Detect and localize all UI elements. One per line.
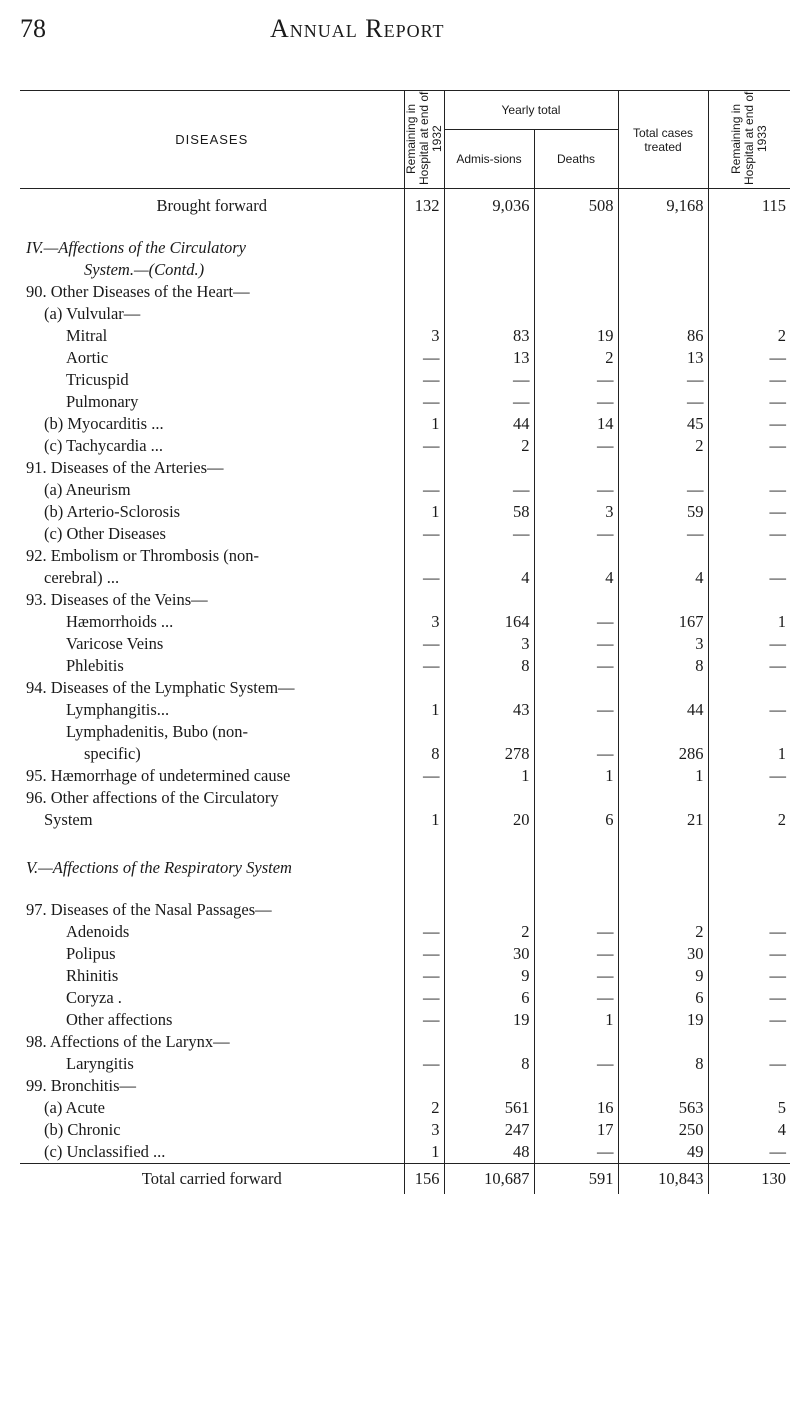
total-treated-cell: 167 (618, 611, 708, 633)
section-heading: System.—(Contd.) (84, 260, 205, 279)
section-heading-row (20, 237, 790, 259)
deaths-header: Deaths (534, 130, 618, 189)
remaining-end-cell: 2 (708, 809, 790, 831)
group-heading: 90. Other Diseases of the Heart— (26, 282, 250, 301)
admissions-cell: 58 (444, 501, 534, 523)
group-heading: 99. Bronchitis— (26, 1076, 136, 1095)
table-row (20, 1141, 790, 1164)
remaining-start-label: Remaining in Hospital at end of 1932 (403, 91, 444, 185)
admissions-cell: 8 (444, 655, 534, 677)
deaths-cell: — (534, 743, 618, 765)
table-row (20, 921, 790, 943)
remaining-start-cell: — (404, 1053, 444, 1075)
remaining-end-cell: 1 (708, 743, 790, 765)
total-treated-cell: 563 (618, 1097, 708, 1119)
row-label: cerebral) ... (44, 568, 120, 587)
remaining-end-cell: — (708, 501, 790, 523)
table-row (20, 435, 790, 457)
page-header (20, 14, 780, 44)
admissions-cell: 164 (444, 611, 534, 633)
total-treated-cell: 8 (618, 655, 708, 677)
admissions-cell: 30 (444, 943, 534, 965)
remaining-end-label: Remaining in Hospital at end of 1933 (728, 91, 769, 185)
total-treated-cell: 30 (618, 943, 708, 965)
remaining-end-cell: — (708, 1009, 790, 1031)
admissions-header: Admis-sions (444, 130, 534, 189)
total-treated-cell: 86 (618, 325, 708, 347)
deaths-cell: 16 (534, 1097, 618, 1119)
table-row (20, 391, 790, 413)
row-label: Coryza . (66, 988, 122, 1007)
table-body (20, 189, 790, 1195)
section-heading-row (20, 259, 790, 281)
remaining-start-cell: 2 (404, 1097, 444, 1119)
admissions-cell: 20 (444, 809, 534, 831)
remaining-end-cell: 130 (708, 1164, 790, 1195)
admissions-cell: — (444, 479, 534, 501)
total-treated-cell: 286 (618, 743, 708, 765)
remaining-end-cell: — (708, 1053, 790, 1075)
remaining-end-cell: — (708, 987, 790, 1009)
admissions-cell: 2 (444, 435, 534, 457)
group-heading-row (20, 677, 790, 699)
total-treated-cell: 9 (618, 965, 708, 987)
remaining-start-header (404, 91, 444, 189)
deaths-cell: 591 (534, 1164, 618, 1195)
table-row (20, 965, 790, 987)
remaining-start-cell: 1 (404, 809, 444, 831)
table-row (20, 567, 790, 589)
row-label: Pulmonary (66, 392, 139, 411)
admissions-cell: 13 (444, 347, 534, 369)
remaining-end-cell: — (708, 413, 790, 435)
total-treated-cell: 3 (618, 633, 708, 655)
remaining-end-cell: — (708, 369, 790, 391)
row-label: Polipus (66, 944, 116, 963)
table-row (20, 699, 790, 721)
deaths-cell: — (534, 435, 618, 457)
deaths-cell: — (534, 611, 618, 633)
total-treated-cell: 19 (618, 1009, 708, 1031)
group-heading-row (20, 589, 790, 611)
total-treated-cell: 13 (618, 347, 708, 369)
table-row (20, 943, 790, 965)
deaths-cell: 1 (534, 765, 618, 787)
table-row (20, 743, 790, 765)
total-treated-cell: 4 (618, 567, 708, 589)
subgroup-heading: (a) Vulvular— (44, 304, 141, 323)
remaining-start-cell: — (404, 347, 444, 369)
row-label: Brought forward (156, 196, 267, 215)
total-treated-header: Total cases treated (618, 91, 708, 189)
row-label: Mitral (66, 326, 108, 345)
group-heading: 92. Embolism or Thrombosis (non- (26, 546, 259, 565)
deaths-cell: — (534, 479, 618, 501)
row-label: Tricuspid (66, 370, 129, 389)
total-treated-cell: — (618, 369, 708, 391)
remaining-start-cell: 1 (404, 413, 444, 435)
admissions-cell: 8 (444, 1053, 534, 1075)
deaths-cell: 2 (534, 347, 618, 369)
total-treated-cell: — (618, 523, 708, 545)
group-heading: 96. Other affections of the Circulatory (26, 788, 279, 807)
row-label: (c) Tachycardia ... (44, 436, 164, 455)
table-row (20, 987, 790, 1009)
admissions-cell: 19 (444, 1009, 534, 1031)
table-row (20, 523, 790, 545)
remaining-start-cell: 3 (404, 325, 444, 347)
row-label: Phlebitis (66, 656, 124, 675)
remaining-end-cell: — (708, 921, 790, 943)
admissions-cell: 48 (444, 1141, 534, 1164)
remaining-end-cell: — (708, 435, 790, 457)
total-treated-cell: 49 (618, 1141, 708, 1164)
group-heading: 93. Diseases of the Veins— (26, 590, 208, 609)
deaths-cell: 17 (534, 1119, 618, 1141)
table-row (20, 1009, 790, 1031)
yearly-total-header: Yearly total (444, 91, 618, 130)
deaths-cell: 1 (534, 1009, 618, 1031)
admissions-cell: — (444, 369, 534, 391)
group-heading-row (20, 281, 790, 303)
section-heading-row (20, 857, 790, 879)
remaining-end-cell: — (708, 523, 790, 545)
group-heading: 98. Affections of the Larynx— (26, 1032, 230, 1051)
group-heading: 94. Diseases of the Lymphatic System— (26, 678, 295, 697)
total-treated-cell: 44 (618, 699, 708, 721)
deaths-cell: — (534, 391, 618, 413)
total-treated-cell: 6 (618, 987, 708, 1009)
remaining-start-cell: — (404, 987, 444, 1009)
deaths-cell: — (534, 633, 618, 655)
total-row (20, 1164, 790, 1195)
remaining-start-cell: — (404, 655, 444, 677)
remaining-start-cell: 1 (404, 699, 444, 721)
row-label: (c) Unclassified ... (44, 1142, 166, 1161)
row-label: System (44, 810, 93, 829)
remaining-start-cell: — (404, 965, 444, 987)
remaining-start-cell: — (404, 943, 444, 965)
remaining-end-cell: — (708, 765, 790, 787)
row-label: Varicose Veins (66, 634, 164, 653)
deaths-cell: 14 (534, 413, 618, 435)
deaths-cell: — (534, 965, 618, 987)
deaths-cell: — (534, 921, 618, 943)
remaining-end-cell: — (708, 347, 790, 369)
deaths-cell: — (534, 523, 618, 545)
remaining-start-cell: — (404, 391, 444, 413)
admissions-cell: — (444, 523, 534, 545)
remaining-start-cell: 132 (404, 189, 444, 218)
remaining-start-cell: — (404, 369, 444, 391)
row-label: Other affections (66, 1010, 173, 1029)
remaining-end-cell: — (708, 699, 790, 721)
deaths-cell: — (534, 987, 618, 1009)
admissions-cell: 3 (444, 633, 534, 655)
row-label: 95. Hæmorrhage of undetermined cause (26, 766, 291, 785)
remaining-end-cell: 115 (708, 189, 790, 218)
deaths-cell: — (534, 369, 618, 391)
remaining-end-cell: 2 (708, 325, 790, 347)
total-label: Total carried forward (141, 1169, 282, 1188)
subgroup-heading-row (20, 721, 790, 743)
admissions-cell: 4 (444, 567, 534, 589)
remaining-start-cell: 8 (404, 743, 444, 765)
table-row (20, 325, 790, 347)
table-row (20, 1119, 790, 1141)
remaining-start-cell: — (404, 633, 444, 655)
remaining-end-cell: — (708, 1141, 790, 1164)
admissions-cell: 561 (444, 1097, 534, 1119)
group-heading: 91. Diseases of the Arteries— (26, 458, 224, 477)
remaining-start-cell: — (404, 567, 444, 589)
table-row (20, 347, 790, 369)
row-label: (a) Aneurism (44, 480, 131, 499)
deaths-cell: — (534, 943, 618, 965)
subgroup-heading-row (20, 303, 790, 325)
total-treated-cell: 2 (618, 921, 708, 943)
remaining-start-cell: 156 (404, 1164, 444, 1195)
group-heading: 97. Diseases of the Nasal Passages— (26, 900, 272, 919)
diseases-header: DISEASES (20, 91, 404, 189)
total-treated-cell: 59 (618, 501, 708, 523)
total-treated-cell: — (618, 479, 708, 501)
row-label: (a) Acute (44, 1098, 105, 1117)
total-treated-cell: 21 (618, 809, 708, 831)
table-row (20, 1097, 790, 1119)
admissions-cell: 44 (444, 413, 534, 435)
deaths-cell: 508 (534, 189, 618, 218)
subgroup-heading: Lymphadenitis, Bubo (non- (66, 722, 248, 741)
admissions-cell: 83 (444, 325, 534, 347)
remaining-start-cell: 3 (404, 1119, 444, 1141)
table-row (20, 765, 790, 787)
remaining-start-cell: — (404, 765, 444, 787)
remaining-start-cell: — (404, 1009, 444, 1031)
table-header (20, 91, 790, 189)
remaining-end-cell: 1 (708, 611, 790, 633)
total-treated-cell: 10,843 (618, 1164, 708, 1195)
group-heading-row (20, 787, 790, 809)
remaining-start-cell: — (404, 921, 444, 943)
admissions-cell: 43 (444, 699, 534, 721)
remaining-end-cell: — (708, 943, 790, 965)
row-label: Laryngitis (66, 1054, 134, 1073)
row-label: specific) (84, 744, 141, 763)
section-heading: V.—Affections of the Respiratory System (26, 858, 292, 877)
remaining-start-cell: 1 (404, 1141, 444, 1164)
total-treated-cell: 8 (618, 1053, 708, 1075)
admissions-cell: — (444, 391, 534, 413)
row-label: Adenoids (66, 922, 130, 941)
remaining-start-cell: — (404, 479, 444, 501)
row-label: (c) Other Diseases (44, 524, 166, 543)
deaths-cell: 6 (534, 809, 618, 831)
row-label: Aortic (66, 348, 109, 367)
group-heading-row (20, 545, 790, 567)
table-row (20, 1053, 790, 1075)
group-heading-row (20, 457, 790, 479)
admissions-cell: 10,687 (444, 1164, 534, 1195)
page-number: 78 (20, 14, 46, 43)
remaining-end-cell: 4 (708, 1119, 790, 1141)
table-row (20, 655, 790, 677)
remaining-start-cell: 1 (404, 501, 444, 523)
total-treated-cell: 9,168 (618, 189, 708, 218)
admissions-cell: 9 (444, 965, 534, 987)
remaining-end-cell: — (708, 633, 790, 655)
group-heading-row (20, 1075, 790, 1097)
table-row (20, 189, 790, 218)
total-treated-cell: 2 (618, 435, 708, 457)
running-title: Annual Report (270, 14, 445, 43)
statistics-table (20, 90, 790, 1194)
table-row (20, 369, 790, 391)
admissions-cell: 6 (444, 987, 534, 1009)
remaining-end-cell: — (708, 391, 790, 413)
row-label: Hæmorrhoids ... (66, 612, 174, 631)
admissions-cell: 1 (444, 765, 534, 787)
section-heading: IV.—Affections of the Circulatory (26, 238, 246, 257)
table-row (20, 809, 790, 831)
total-treated-cell: — (618, 391, 708, 413)
table-row (20, 501, 790, 523)
row-label: (b) Myocarditis ... (44, 414, 164, 433)
deaths-cell: 19 (534, 325, 618, 347)
total-treated-cell: 1 (618, 765, 708, 787)
table-row (20, 633, 790, 655)
deaths-cell: — (534, 699, 618, 721)
remaining-end-cell: — (708, 479, 790, 501)
remaining-end-cell: — (708, 965, 790, 987)
group-heading-row (20, 1031, 790, 1053)
deaths-cell: — (534, 1053, 618, 1075)
remaining-end-cell: — (708, 655, 790, 677)
remaining-end-header (708, 91, 790, 189)
deaths-cell: — (534, 655, 618, 677)
total-treated-cell: 250 (618, 1119, 708, 1141)
remaining-end-cell: 5 (708, 1097, 790, 1119)
admissions-cell: 9,036 (444, 189, 534, 218)
deaths-cell: 4 (534, 567, 618, 589)
remaining-start-cell: 3 (404, 611, 444, 633)
admissions-cell: 247 (444, 1119, 534, 1141)
table-row (20, 479, 790, 501)
admissions-cell: 278 (444, 743, 534, 765)
group-heading-row (20, 899, 790, 921)
table-row (20, 413, 790, 435)
remaining-end-cell: — (708, 567, 790, 589)
table-row (20, 611, 790, 633)
row-label: (b) Arterio-Sclorosis (44, 502, 181, 521)
total-treated-cell: 45 (618, 413, 708, 435)
admissions-cell: 2 (444, 921, 534, 943)
deaths-cell: — (534, 1141, 618, 1164)
remaining-start-cell: — (404, 435, 444, 457)
remaining-start-cell: — (404, 523, 444, 545)
deaths-cell: 3 (534, 501, 618, 523)
row-label: (b) Chronic (44, 1120, 121, 1139)
row-label: Lymphangitis... (66, 700, 170, 719)
row-label: Rhinitis (66, 966, 119, 985)
